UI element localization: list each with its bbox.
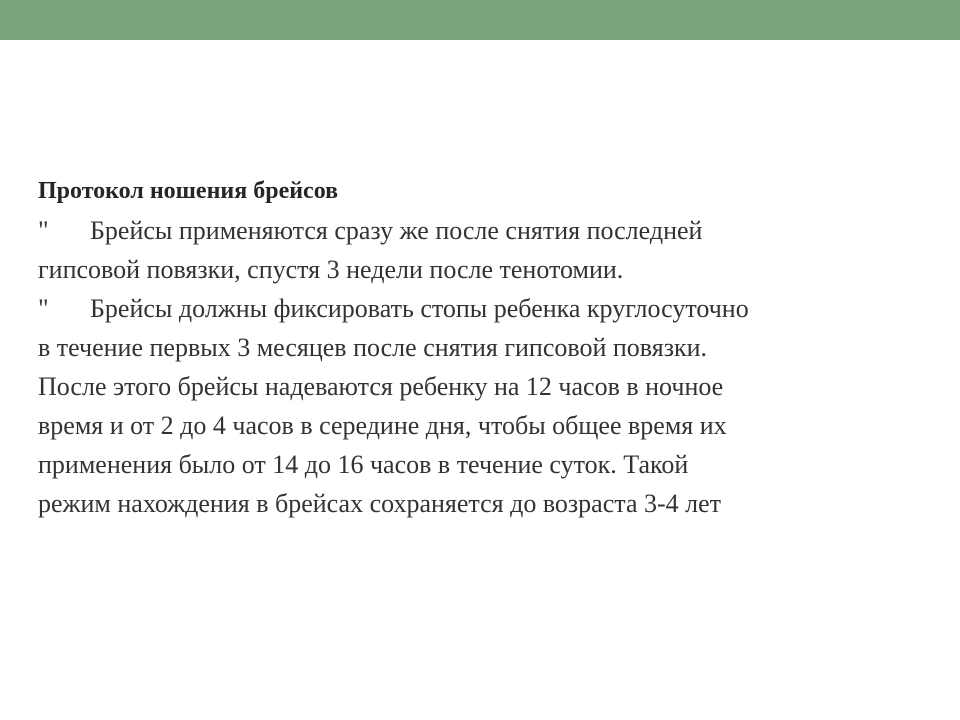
bullet-line [38,289,938,328]
bullet-text: Брейсы применяются сразу же после снятия последней [90,216,703,245]
slide-heading: Протокол ношения брейсов [38,178,339,204]
bullet-text: Брейсы должны фиксировать стопы ребенка круглосуточно [90,294,749,323]
bullet-line [38,211,938,250]
bullet-item-2 [38,289,938,523]
bullet-line: режим нахождения в брейсах сохраняется до возраста 3-4 лет [38,489,722,518]
bullet-line: После этого брейсы надеваются ребенку на 12 часов в ночное [38,372,724,401]
bullet-marker: " [38,294,49,323]
bullet-line: время и от 2 до 4 часов в середине дня, чтобы общее время их [38,411,727,440]
top-accent-bar [0,0,960,40]
slide-content [38,172,938,523]
bullet-line: в течение первых 3 месяцев после снятия гипсовой повязки. [38,333,708,362]
bullet-marker: " [38,216,49,245]
bullet-item-1 [38,211,938,289]
bullet-line: гипсовой повязки, спустя 3 недели после тенотомии. [38,255,624,284]
bullet-line: применения было от 14 до 16 часов в течение суток. Такой [38,450,689,479]
